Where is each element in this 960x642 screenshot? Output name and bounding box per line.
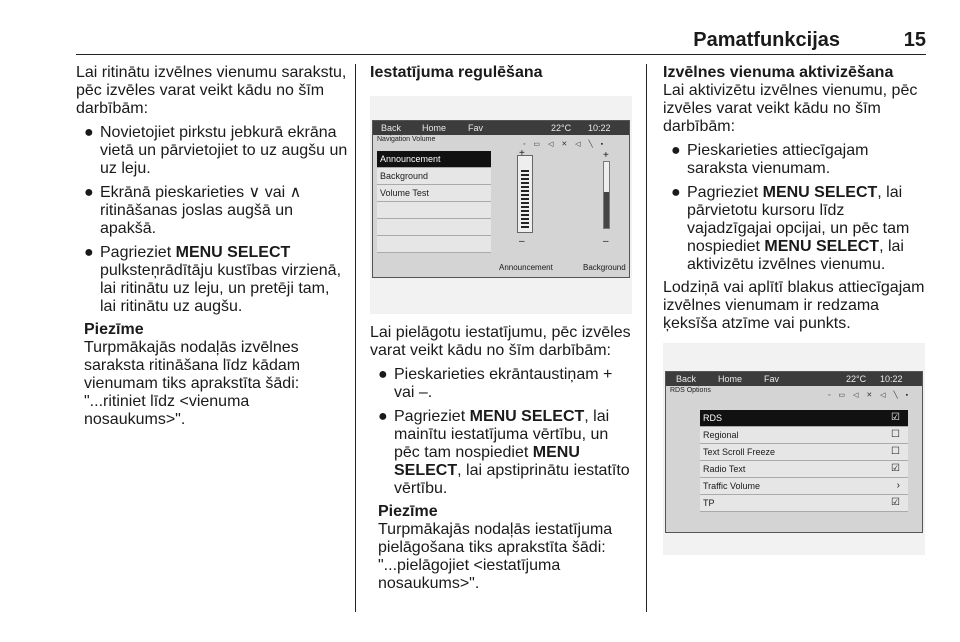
list-item: ● Pieskarieties attiecīgajam saraksta vienumam. xyxy=(671,142,869,177)
paragraph: Lai pielāgotu iestatījumu, pēc izvēles varat veikt kādu no šīm darbībām: xyxy=(370,324,631,359)
section-heading: Izvēlnes vienuma aktivizēšana xyxy=(663,64,894,81)
list-item: ● Pagrieziet MENU SELECT, lai mainītu iestatījuma vērtību, un pēc tam nospiediet MENU SELECT, lai apstiprinātu iestatīto vērtību. xyxy=(378,408,630,497)
list-item[interactable]: Traffic Volume › xyxy=(700,478,908,495)
list-item[interactable]: Volume Test xyxy=(377,185,491,202)
paragraph: Lai ritinātu izvēlnes vienumu sarakstu, pēc izvēles varat veikt kādu no šīm darbībām: xyxy=(76,64,347,117)
temperature: 22°C xyxy=(846,374,867,384)
list-item: ● Pagrieziet MENU SELECT, lai pārvietotu kursoru līdz vajadzīgajai opcijai, un pēc tam nospiediet MENU SELECT, lai aktivizētu izvēlnes vienumu. xyxy=(671,184,910,273)
paragraph: Lai aktivizētu izvēlnes vienumu, pēc izvēles varat veikt kādu no šīm darbībām: xyxy=(663,82,918,135)
slider-fill xyxy=(521,170,529,230)
checkbox-unchecked-icon[interactable]: ☐ xyxy=(891,446,900,457)
plus-button[interactable]: + xyxy=(519,148,525,159)
note-text: Turpmākajās nodaļās iestatījuma pielāgošana tiks aprakstīta šādi: "...pielāgojiet <iestatījuma nosaukums>". xyxy=(378,521,613,592)
chevron-down-icon: ∨ xyxy=(248,184,261,201)
list-item: ● Novietojiet pirkstu jebkurā ekrāna vietā un pārvietojiet to uz augšu un uz leju. xyxy=(84,124,348,177)
list-item[interactable]: Background xyxy=(377,168,491,185)
status-bar xyxy=(373,121,629,135)
status-icons: ◦ ▭ ◁ ✕ ◁ ╲ ▪ xyxy=(828,392,912,399)
list-item[interactable]: Text Scroll Freeze ☐ xyxy=(700,444,908,461)
list-item[interactable]: Radio Text ☑ xyxy=(700,461,908,478)
screenshot-volume xyxy=(370,96,632,314)
checkbox-checked-icon[interactable]: ☑ xyxy=(891,412,900,423)
home-button[interactable]: Home xyxy=(422,123,447,133)
status-bar xyxy=(666,372,922,386)
back-button[interactable]: Back xyxy=(676,374,697,384)
slider-fill xyxy=(604,192,609,228)
menu-list xyxy=(377,151,491,253)
column-divider xyxy=(355,64,356,612)
volume-slider-background[interactable] xyxy=(603,161,610,229)
section-heading: Iestatījuma regulēšana xyxy=(370,64,543,81)
header-rule xyxy=(76,54,926,55)
home-button[interactable]: Home xyxy=(718,374,743,384)
back-button[interactable]: Back xyxy=(381,123,402,133)
list-item[interactable]: RDS ☑ xyxy=(700,410,908,427)
list-item xyxy=(377,236,491,253)
fav-button[interactable]: Fav xyxy=(468,123,484,133)
screen-title: RDS Options xyxy=(670,387,711,394)
column-divider xyxy=(646,64,647,612)
clock: 10:22 xyxy=(880,374,903,384)
paragraph: Lodziņā vai aplītī blakus attiecīgajam izvēlnes vienumam ir redzama ķeksīša atzīme vai punkts. xyxy=(663,279,925,332)
infotainment-screen xyxy=(372,120,630,278)
minus-button[interactable]: – xyxy=(603,236,609,247)
bullet-list xyxy=(76,124,348,316)
screenshot-rds-options xyxy=(663,343,925,555)
list-item xyxy=(377,202,491,219)
slider-label: Background xyxy=(583,263,626,272)
list-item[interactable]: Regional ☐ xyxy=(700,427,908,444)
minus-button[interactable]: – xyxy=(519,236,525,247)
menu-list xyxy=(700,410,908,512)
note xyxy=(378,503,635,593)
list-item[interactable]: TP ☑ xyxy=(700,495,908,512)
list-item: ● Pagrieziet MENU SELECT pulksteņrādītāju kustības virzienā, lai ritinātu uz leju, un pretēji tam, lai ritinātu uz augšu. xyxy=(84,244,342,315)
page-number: 15 xyxy=(903,29,926,51)
chevron-right-icon[interactable]: › xyxy=(896,480,900,491)
list-item xyxy=(377,219,491,236)
list-item: ● Pieskarieties ekrāntaustiņam + vai –. xyxy=(378,366,613,401)
chevron-up-icon: ∧ xyxy=(289,184,302,201)
note-text: Turpmākajās nodaļās izvēlnes saraksta ritināšana līdz kādam vienumam tiks aprakstīta šādi: "...ritiniet līdz <vienuma nosaukums>". xyxy=(84,339,301,428)
checkbox-checked-icon[interactable]: ☑ xyxy=(891,463,900,474)
checkbox-checked-icon[interactable]: ☑ xyxy=(891,497,900,508)
section-title: Pamatfunkcijas xyxy=(693,29,840,51)
infotainment-screen xyxy=(665,371,923,533)
column-3 xyxy=(663,64,928,555)
slider-label: Announcement xyxy=(499,263,553,272)
note-heading: Piezīme xyxy=(378,503,438,520)
list-item[interactable]: Announcement xyxy=(377,151,491,168)
note-heading: Piezīme xyxy=(84,321,144,338)
bullet-list xyxy=(370,366,635,498)
plus-icon: + xyxy=(603,366,613,383)
screen-title: Navigation Volume xyxy=(377,136,436,143)
column-2 xyxy=(370,64,635,593)
temperature: 22°C xyxy=(551,123,572,133)
clock: 10:22 xyxy=(588,123,611,133)
fav-button[interactable]: Fav xyxy=(764,374,780,384)
list-item: ● Ekrānā pieskarieties ∨ vai ∧ ritināšanas joslas augšā un apakšā. xyxy=(84,184,302,237)
plus-button[interactable]: + xyxy=(603,150,609,161)
volume-slider-announcement[interactable] xyxy=(517,155,533,233)
status-icons: ◦ ▭ ◁ ✕ ◁ ╲ ▪ xyxy=(523,141,607,148)
column-1 xyxy=(76,64,348,429)
note xyxy=(84,321,348,429)
checkbox-unchecked-icon[interactable]: ☐ xyxy=(891,429,900,440)
bullet-list xyxy=(663,142,928,274)
